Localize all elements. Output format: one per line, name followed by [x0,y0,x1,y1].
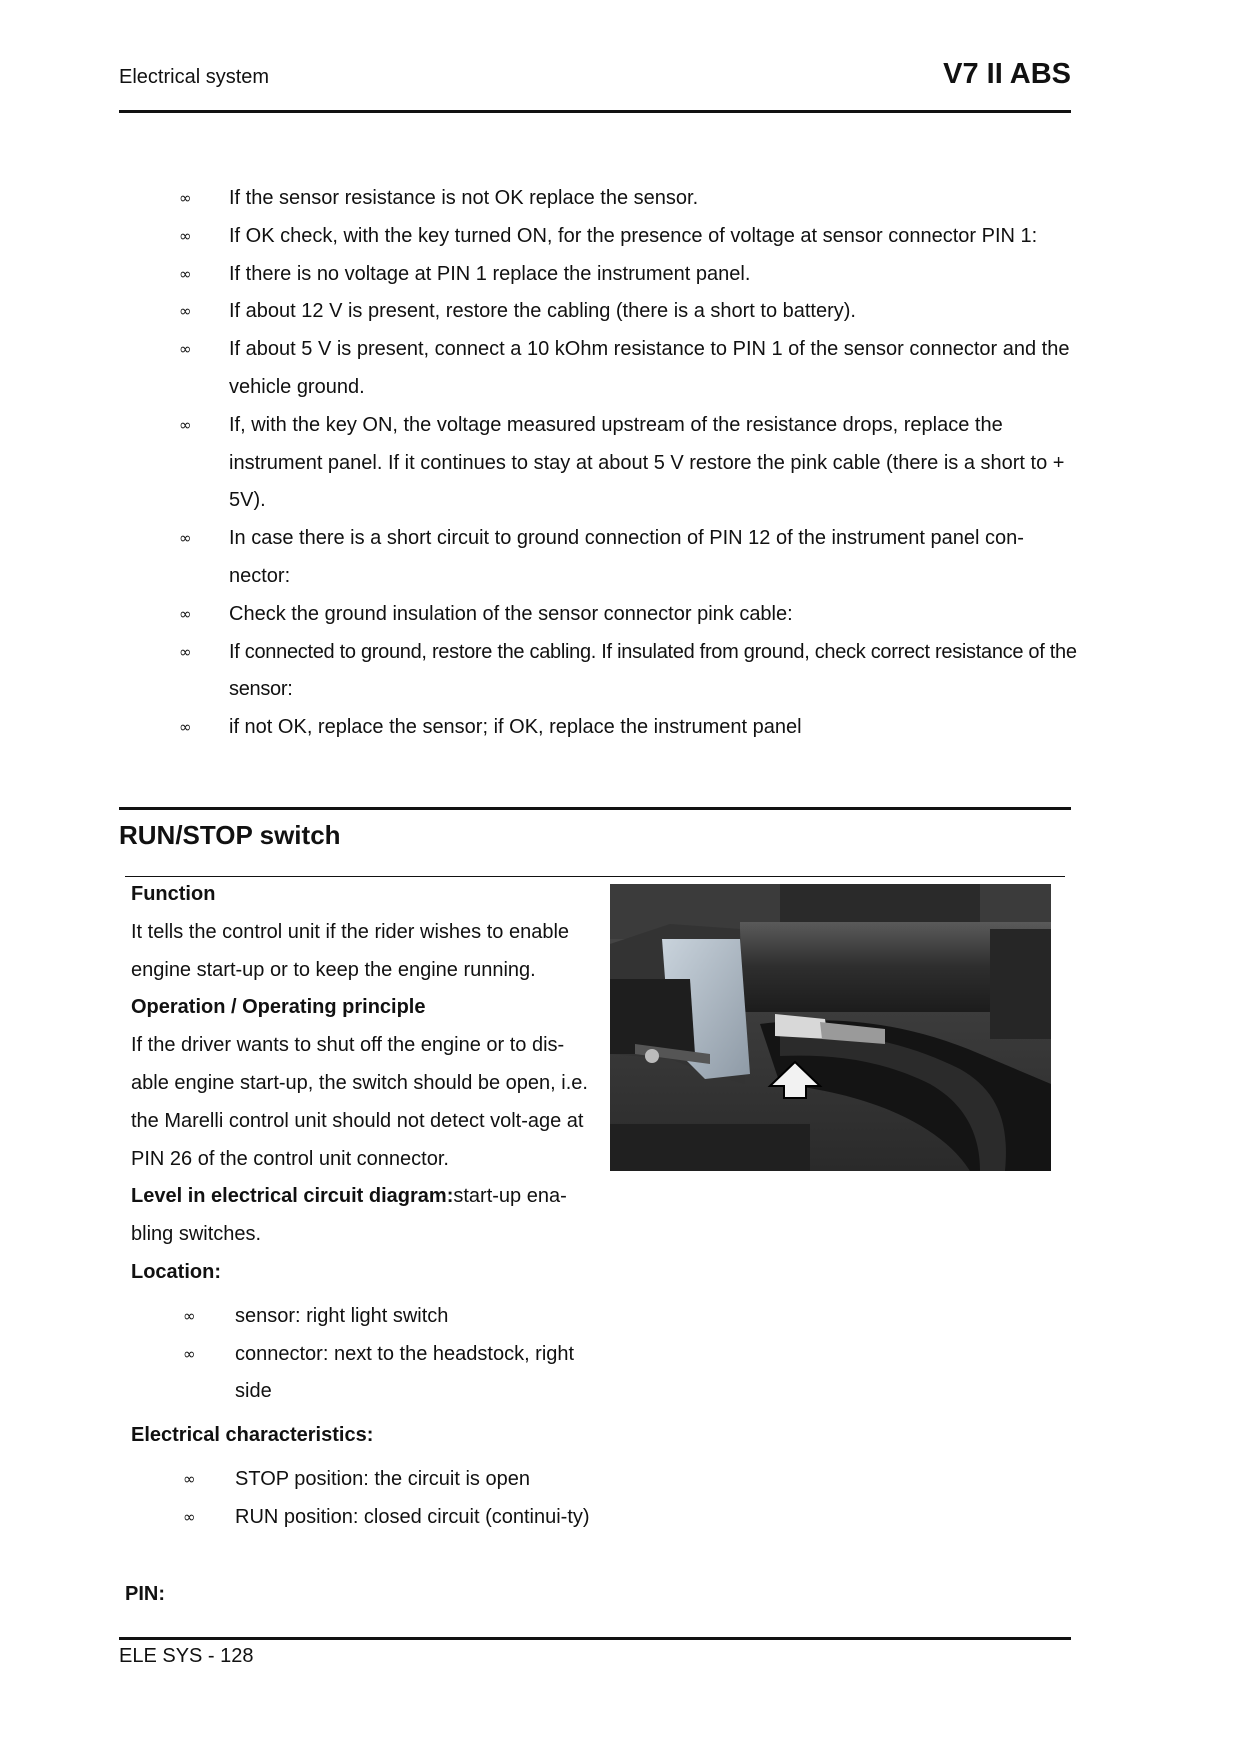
list-item: ∞ connector: next to the headstock, right side [131,1336,599,1412]
section-rule [119,807,1071,810]
infinity-bullet-icon: ∞ [183,1306,196,1325]
header-rule [119,110,1071,113]
list-item: ∞ In case there is a short circuit to ground connection of PIN 12 of the instrument panel con-nector: [119,520,1081,596]
infinity-bullet-icon: ∞ [179,642,192,661]
footer-rule [119,1637,1071,1640]
list-item: ∞ If about 12 V is present, restore the cabling (there is a short to battery). [119,293,1081,331]
infinity-bullet-icon: ∞ [179,529,192,548]
list-item: ∞ sensor: right light switch [131,1298,599,1336]
infinity-bullet-icon: ∞ [179,226,192,245]
infinity-bullet-icon: ∞ [179,415,192,434]
photo-illustration [610,884,1051,1171]
list-item: ∞ If, with the key ON, the voltage measured upstream of the resistance drops, replace the instrument panel. If it continues to stay at about 5 V restore the pink cable (there is a short to + 5V). [119,407,1081,520]
electrical-list [131,1461,599,1537]
electrical-heading: Electrical characteristics: [131,1424,374,1447]
page-number: ELE SYS - 128 [119,1645,254,1667]
location-list [131,1298,599,1411]
infinity-bullet-icon: ∞ [183,1469,196,1488]
list-item: ∞ If there is no voltage at PIN 1 replace the instrument panel. [119,256,1081,294]
level-heading: Level in electrical circuit diagram: [131,1185,454,1208]
infinity-bullet-icon: ∞ [179,604,192,623]
list-item: ∞ STOP position: the circuit is open [131,1461,599,1499]
pin-heading: PIN: [125,1583,165,1605]
list-item: ∞ RUN position: closed circuit (continui-ty) [131,1499,599,1537]
infinity-bullet-icon: ∞ [179,302,192,321]
header-section-title: Electrical system [119,66,270,88]
operation-text: If the driver wants to shut off the engine or to dis-able engine start-up, the switch should be open, i.e. the Marelli control unit should not detect volt-age at PIN 26 of the control unit connector. [131,1034,588,1170]
infinity-bullet-icon: ∞ [179,264,192,283]
level-text: start-up ena-bling switches. [131,1185,567,1246]
list-item: ∞ If connected to ground, restore the cabling. If insulated from ground, check correct resistance of the sensor: [119,634,1081,710]
section-title: RUN/STOP switch [119,820,341,850]
switch-location-photo [610,884,1051,1171]
diagnostic-bullet-list [119,180,1077,747]
infinity-bullet-icon: ∞ [179,189,192,207]
header-model-title: V7 II ABS [943,58,1071,90]
infinity-bullet-icon: ∞ [179,340,192,359]
list-item: ∞ if not OK, replace the sensor; if OK, replace the instrument panel [119,709,1081,747]
section-text-column [131,876,599,1543]
location-heading: Location: [131,1260,221,1283]
list-item: ∞ If about 5 V is present, connect a 10 kOhm resistance to PIN 1 of the sensor connector and the vehicle ground. [119,331,1081,407]
list-item: ∞ If the sensor resistance is not OK replace the sensor. [119,180,1081,218]
function-text: It tells the control unit if the rider wishes to enable engine start-up or to keep the engine running. [131,920,570,981]
list-item: ∞ If OK check, with the key turned ON, for the presence of voltage at sensor connector PIN 1: [119,218,1081,256]
list-item: ∞ Check the ground insulation of the sensor connector pink cable: [119,596,1081,634]
infinity-bullet-icon: ∞ [179,718,192,737]
operation-heading: Operation / Operating principle [131,996,426,1019]
function-heading: Function [131,883,216,905]
infinity-bullet-icon: ∞ [183,1344,196,1363]
level-paragraph [131,1178,599,1254]
infinity-bullet-icon: ∞ [183,1507,196,1526]
